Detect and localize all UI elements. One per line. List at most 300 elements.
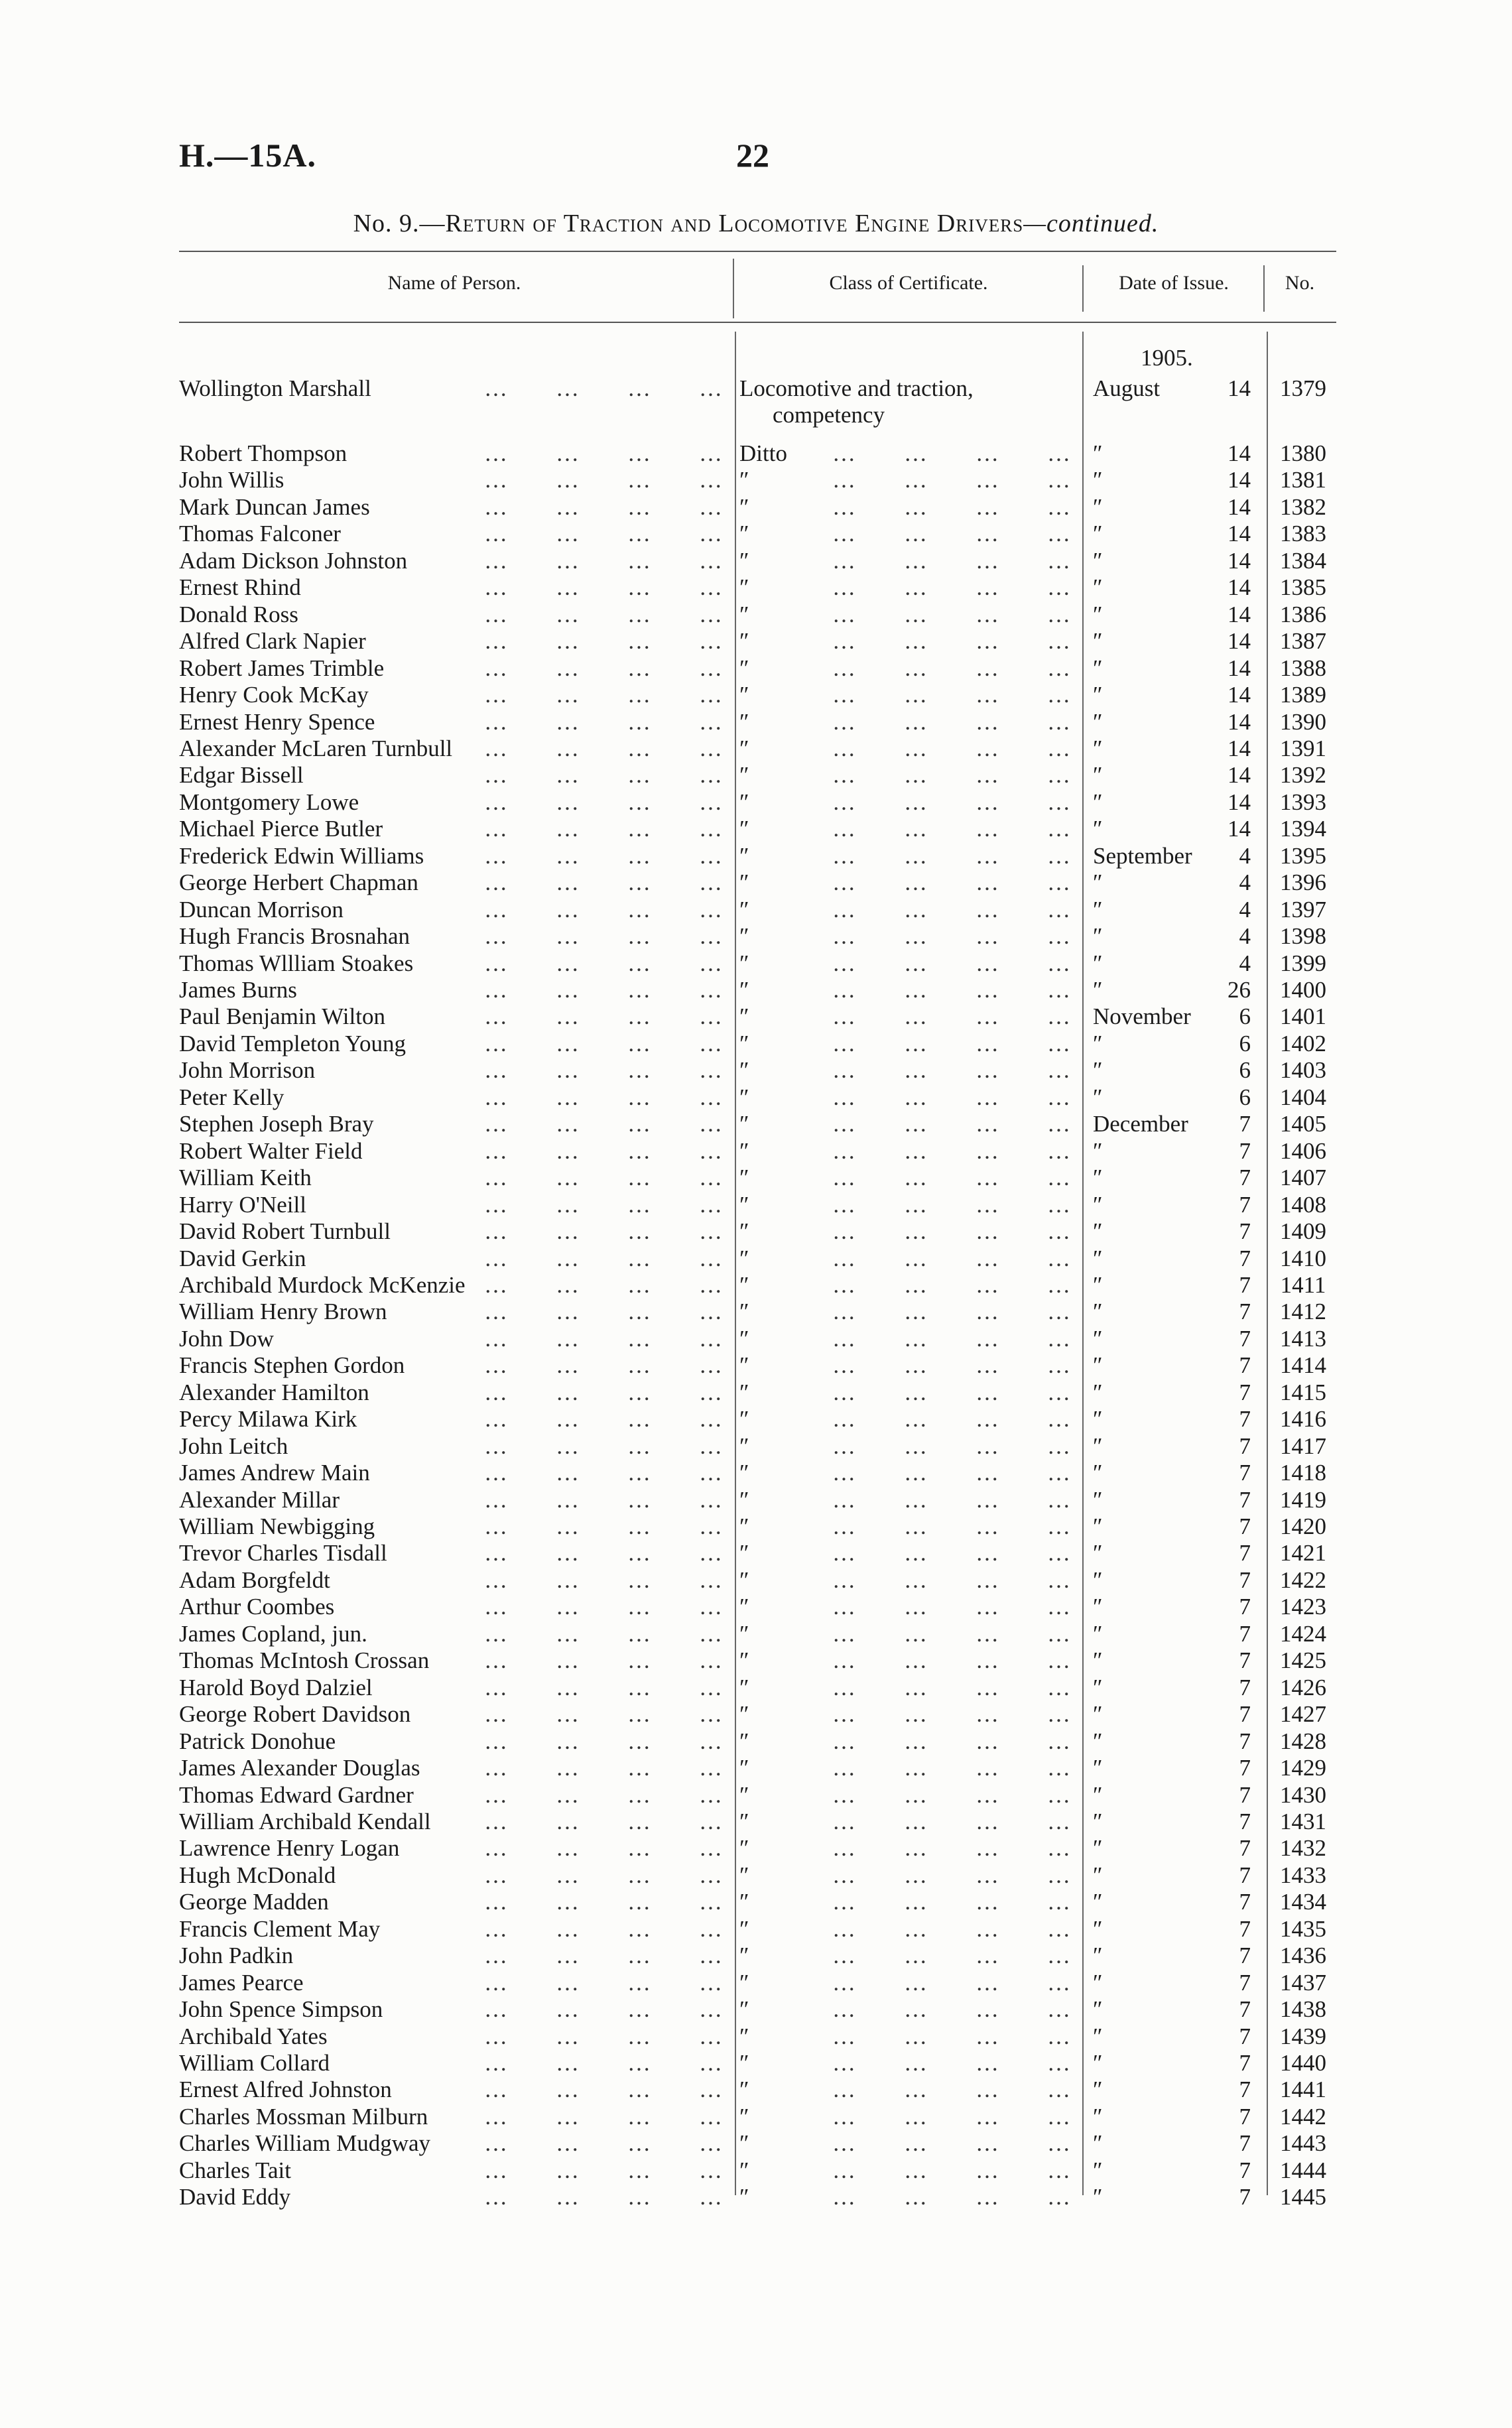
leader-dots: … … … … <box>484 1030 723 1056</box>
leader-dots: … … … … <box>832 1996 1071 2023</box>
driver-name: Thomas Falconer <box>179 521 341 547</box>
leader-dots: … … … … <box>484 1352 723 1379</box>
certificate-class: ″ <box>739 1191 749 1218</box>
certificate-number: 1430 <box>1280 1781 1326 1808</box>
issue-day: 14 <box>1228 789 1251 815</box>
issue-month: ″ <box>1093 682 1103 708</box>
issue-month: ″ <box>1093 1620 1103 1647</box>
issue-day: 14 <box>1228 440 1251 466</box>
certificate-class: ″ <box>739 1299 749 1325</box>
certificate-number: 1421 <box>1280 1540 1326 1566</box>
certificate-class: ″ <box>739 1165 749 1191</box>
certificate-class: ″ <box>739 1111 749 1137</box>
leader-dots: … … … … <box>832 1111 1071 1137</box>
table-row <box>0 709 1512 736</box>
leader-dots: … … … … <box>832 2157 1071 2183</box>
driver-name: Percy Milawa Kirk <box>179 1406 357 1433</box>
leader-dots: … … … … <box>484 896 723 923</box>
leader-dots: … … … … <box>832 1755 1071 1781</box>
certificate-number: 1413 <box>1280 1325 1326 1352</box>
issue-month: ″ <box>1093 1647 1103 1674</box>
leader-dots: … … … … <box>484 1513 723 1539</box>
certificate-class: ″ <box>739 1513 749 1539</box>
table-row <box>0 1326 1512 1353</box>
leader-dots: … … … … <box>484 375 723 401</box>
certificate-class: ″ <box>739 1808 749 1834</box>
driver-name: Archibald Murdock McKenzie <box>179 1271 466 1298</box>
certificate-class: ″ <box>739 1943 749 1969</box>
issue-month: ″ <box>1093 1728 1103 1754</box>
certificate-number: 1432 <box>1280 1835 1326 1862</box>
certificate-number: 1380 <box>1280 440 1326 466</box>
certificate-number: 1417 <box>1280 1433 1326 1459</box>
issue-day: 7 <box>1239 1943 1251 1969</box>
issue-day: 14 <box>1228 762 1251 789</box>
issue-day: 7 <box>1239 1513 1251 1539</box>
issue-day: 7 <box>1239 1540 1251 1566</box>
table-row <box>0 2157 1512 2185</box>
certificate-number: 1396 <box>1280 869 1326 896</box>
certificate-number: 1440 <box>1280 2050 1326 2076</box>
leader-dots: … … … … <box>832 2023 1071 2049</box>
driver-name: David Gerkin <box>179 1245 306 1271</box>
certificate-class: ″ <box>739 1728 749 1754</box>
table-row <box>0 2077 1512 2104</box>
table-row <box>0 923 1512 950</box>
issue-day: 14 <box>1228 628 1251 655</box>
certificate-number: 1427 <box>1280 1701 1326 1728</box>
issue-day: 7 <box>1239 2157 1251 2183</box>
issue-day: 7 <box>1239 1889 1251 1915</box>
leader-dots: … … … … <box>832 1084 1071 1110</box>
driver-name: William Archibald Kendall <box>179 1808 431 1834</box>
certificate-number: 1444 <box>1280 2157 1326 2183</box>
leader-dots: … … … … <box>484 547 723 574</box>
leader-dots: … … … … <box>484 493 723 520</box>
certificate-class: ″ <box>739 1218 749 1245</box>
driver-name: Adam Dickson Johnston <box>179 547 408 574</box>
issue-month: ″ <box>1093 923 1103 950</box>
driver-name: George Madden <box>179 1889 329 1915</box>
leader-dots: … … … … <box>484 869 723 896</box>
driver-name: Archibald Yates <box>179 2023 328 2049</box>
issue-month: ″ <box>1093 601 1103 627</box>
table-row <box>0 682 1512 709</box>
driver-name: Adam Borgfeldt <box>179 1566 330 1593</box>
certificate-class: ″ <box>739 547 749 574</box>
table-row <box>0 1809 1512 1836</box>
table-row <box>0 1138 1512 1165</box>
certificate-class: ″ <box>739 842 749 869</box>
issue-month: ″ <box>1093 655 1103 681</box>
issue-day: 6 <box>1239 1084 1251 1110</box>
certificate-number: 1381 <box>1280 467 1326 493</box>
driver-name: Alexander McLaren Turnbull <box>179 735 453 761</box>
certificate-number: 1392 <box>1280 762 1326 789</box>
certificate-number: 1443 <box>1280 2130 1326 2157</box>
issue-month: ″ <box>1093 1271 1103 1298</box>
leader-dots: … … … … <box>484 2157 723 2183</box>
driver-name: James Alexander Douglas <box>179 1755 420 1781</box>
leader-dots: … … … … <box>484 1996 723 2023</box>
issue-month: ″ <box>1093 1808 1103 1834</box>
driver-name: Charles William Mudgway <box>179 2130 431 2157</box>
leader-dots: … … … … <box>832 1889 1071 1915</box>
table-row <box>0 1406 1512 1433</box>
driver-name: David Robert Turnbull <box>179 1218 391 1245</box>
issue-month: ″ <box>1093 1352 1103 1379</box>
driver-name: Charles Mossman Milburn <box>179 2103 428 2130</box>
leader-dots: … … … … <box>484 1862 723 1888</box>
certificate-class: ″ <box>739 735 749 761</box>
leader-dots: … … … … <box>484 735 723 761</box>
certificate-number: 1397 <box>1280 896 1326 923</box>
leader-dots: … … … … <box>484 1486 723 1513</box>
issue-day: 26 <box>1228 977 1251 1003</box>
leader-dots: … … … … <box>484 789 723 815</box>
leader-dots: … … … … <box>484 655 723 681</box>
issue-month: ″ <box>1093 1030 1103 1056</box>
leader-dots: … … … … <box>484 1620 723 1647</box>
table-row <box>0 1540 1512 1567</box>
certificate-number: 1416 <box>1280 1406 1326 1433</box>
driver-name: David Templeton Young <box>179 1030 407 1056</box>
driver-name: James Burns <box>179 977 297 1003</box>
certificate-class: ″ <box>739 762 749 789</box>
certificate-class: ″ <box>739 2103 749 2130</box>
driver-name: John Morrison <box>179 1057 316 1084</box>
issue-month: ″ <box>1093 1594 1103 1620</box>
table-row <box>0 816 1512 843</box>
leader-dots: … … … … <box>832 1299 1071 1325</box>
table-row <box>0 1513 1512 1541</box>
certificate-number: 1379 <box>1280 375 1326 401</box>
issue-month: ″ <box>1093 816 1103 842</box>
issue-day: 6 <box>1239 1003 1251 1030</box>
issue-month: ″ <box>1093 1755 1103 1781</box>
leader-dots: … … … … <box>832 1433 1071 1459</box>
leader-dots: … … … … <box>832 574 1071 601</box>
leader-dots: … … … … <box>832 923 1071 950</box>
table-row <box>0 1647 1512 1675</box>
certificate-class: ″ <box>739 816 749 842</box>
issue-day: 7 <box>1239 2023 1251 2049</box>
leader-dots: … … … … <box>484 1137 723 1164</box>
issue-month: ″ <box>1093 628 1103 655</box>
certificate-number: 1406 <box>1280 1137 1326 1164</box>
issue-day: 14 <box>1228 682 1251 708</box>
leader-dots: … … … … <box>484 1271 723 1298</box>
issue-day: 7 <box>1239 1352 1251 1379</box>
table-row <box>0 1755 1512 1782</box>
issue-day: 4 <box>1239 923 1251 950</box>
certificate-number: 1383 <box>1280 521 1326 547</box>
document-series: H.—15A. <box>179 137 316 174</box>
issue-day: 7 <box>1239 1379 1251 1405</box>
driver-name: Patrick Donohue <box>179 1728 336 1754</box>
issue-month: ″ <box>1093 1137 1103 1164</box>
issue-month: ″ <box>1093 1969 1103 1996</box>
leader-dots: … … … … <box>484 1701 723 1728</box>
certificate-class: ″ <box>739 1781 749 1808</box>
table-row <box>0 1862 1512 1889</box>
certificate-number: 1411 <box>1280 1271 1326 1298</box>
driver-name: James Copland, jun. <box>179 1620 367 1647</box>
certificate-class: ″ <box>739 1889 749 1915</box>
driver-name: Donald Ross <box>179 601 298 627</box>
driver-name: Thomas Wllliam Stoakes <box>179 950 414 976</box>
leader-dots: … … … … <box>832 1057 1071 1084</box>
leader-dots: … … … … <box>832 1781 1071 1808</box>
leader-dots: … … … … <box>832 708 1071 735</box>
header-top-rule <box>179 251 1336 252</box>
certificate-number: 1436 <box>1280 1943 1326 1969</box>
issue-month: ″ <box>1093 1889 1103 1915</box>
driver-name: John Padkin <box>179 1943 294 1969</box>
issue-day: 6 <box>1239 1057 1251 1084</box>
certificate-number: 1437 <box>1280 1969 1326 1996</box>
leader-dots: … … … … <box>484 762 723 789</box>
table-row <box>0 2130 1512 2157</box>
certificate-number: 1393 <box>1280 789 1326 815</box>
issue-day: 14 <box>1228 521 1251 547</box>
certificate-number: 1382 <box>1280 493 1326 520</box>
driver-name: Hugh McDonald <box>179 1862 336 1888</box>
certificate-class: ″ <box>739 1701 749 1728</box>
leader-dots: … … … … <box>484 628 723 655</box>
page-number: 22 <box>736 137 769 174</box>
issue-month: ″ <box>1093 762 1103 789</box>
issue-month: ″ <box>1093 1781 1103 1808</box>
driver-name: Duncan Morrison <box>179 896 344 923</box>
table-row <box>0 1675 1512 1702</box>
leader-dots: … … … … <box>832 950 1071 976</box>
issue-month: November <box>1093 1003 1191 1030</box>
issue-month: ″ <box>1093 1540 1103 1566</box>
certificate-class: ″ <box>739 1433 749 1459</box>
certificate-number: 1389 <box>1280 682 1326 708</box>
issue-day: 7 <box>1239 1165 1251 1191</box>
leader-dots: … … … … <box>832 521 1071 547</box>
issue-day: 7 <box>1239 1137 1251 1164</box>
certificate-number: 1434 <box>1280 1889 1326 1915</box>
leader-dots: … … … … <box>484 977 723 1003</box>
column-header-no: No. <box>1285 272 1315 294</box>
table-row <box>0 843 1512 870</box>
driver-name: William Newbigging <box>179 1513 375 1539</box>
issue-day: 6 <box>1239 1030 1251 1056</box>
issue-day: 7 <box>1239 2077 1251 2103</box>
table-row <box>0 1835 1512 1862</box>
issue-month: ″ <box>1093 1057 1103 1084</box>
certificate-number: 1407 <box>1280 1165 1326 1191</box>
certificate-number: 1422 <box>1280 1566 1326 1593</box>
driver-name: Peter Kelly <box>179 1084 284 1110</box>
issue-month: ″ <box>1093 708 1103 735</box>
certificate-class: ″ <box>739 1245 749 1271</box>
leader-dots: … … … … <box>832 869 1071 896</box>
column-header-date: Date of Issue. <box>1119 272 1229 294</box>
table-row <box>0 655 1512 682</box>
certificate-class: ″ <box>739 655 749 681</box>
certificate-number: 1409 <box>1280 1218 1326 1245</box>
issue-day: 7 <box>1239 1460 1251 1486</box>
driver-name: Paul Benjamin Wilton <box>179 1003 385 1030</box>
driver-name: Ernest Alfred Johnston <box>179 2077 392 2103</box>
leader-dots: … … … … <box>484 1808 723 1834</box>
driver-name: William Henry Brown <box>179 1299 387 1325</box>
leader-dots: … … … … <box>832 1460 1071 1486</box>
certificate-number: 1428 <box>1280 1728 1326 1754</box>
table-row <box>0 950 1512 978</box>
table-row <box>0 2023 1512 2051</box>
issue-month: ″ <box>1093 1943 1103 1969</box>
table-row <box>0 440 1512 468</box>
table-row <box>0 977 1512 1004</box>
table-row <box>0 574 1512 602</box>
issue-month: ″ <box>1093 574 1103 601</box>
issue-month: ″ <box>1093 1218 1103 1245</box>
certificate-number: 1412 <box>1280 1299 1326 1325</box>
certificate-class: ″ <box>739 1755 749 1781</box>
issue-day: 14 <box>1228 467 1251 493</box>
leader-dots: … … … … <box>484 1325 723 1352</box>
leader-dots: … … … … <box>832 1808 1071 1834</box>
issue-day: 7 <box>1239 1566 1251 1593</box>
certificate-class: ″ <box>739 1674 749 1700</box>
table-row <box>0 1460 1512 1487</box>
table-row <box>0 1379 1512 1407</box>
certificate-class: ″ <box>739 1003 749 1030</box>
driver-name: David Eddy <box>179 2184 291 2210</box>
leader-dots: … … … … <box>484 2184 723 2210</box>
table-row <box>0 467 1512 494</box>
certificate-number: 1420 <box>1280 1513 1326 1539</box>
driver-name: Harry O'Neill <box>179 1191 306 1218</box>
leader-dots: … … … … <box>832 735 1071 761</box>
table-row <box>0 1487 1512 1514</box>
leader-dots: … … … … <box>832 628 1071 655</box>
table-row <box>0 2184 1512 2211</box>
driver-name: Lawrence Henry Logan <box>179 1835 400 1862</box>
issue-month: ″ <box>1093 2184 1103 2210</box>
certificate-number: 1408 <box>1280 1191 1326 1218</box>
certificate-class: ″ <box>739 1325 749 1352</box>
leader-dots: … … … … <box>832 816 1071 842</box>
issue-day: 7 <box>1239 1299 1251 1325</box>
certificate-class: ″ <box>739 1379 749 1405</box>
driver-name: John Leitch <box>179 1433 288 1459</box>
issue-month: ″ <box>1093 1566 1103 1593</box>
issue-day: 7 <box>1239 2184 1251 2210</box>
leader-dots: … … … … <box>484 1460 723 1486</box>
issue-day: 7 <box>1239 2130 1251 2157</box>
driver-name: James Pearce <box>179 1969 304 1996</box>
driver-name: Frederick Edwin Williams <box>179 842 424 869</box>
issue-month: ″ <box>1093 950 1103 976</box>
issue-month: ″ <box>1093 1245 1103 1271</box>
table-row <box>0 1192 1512 1219</box>
header-divider <box>1263 265 1265 312</box>
leader-dots: … … … … <box>484 1191 723 1218</box>
issue-day: 7 <box>1239 2050 1251 2076</box>
leader-dots: … … … … <box>484 1943 723 1969</box>
leader-dots: … … … … <box>484 1245 723 1271</box>
table-row <box>0 1728 1512 1756</box>
certificate-number: 1405 <box>1280 1111 1326 1137</box>
certificate-class: ″ <box>739 1620 749 1647</box>
certificate-number: 1398 <box>1280 923 1326 950</box>
certificate-class: ″ <box>739 977 749 1003</box>
driver-name: Alfred Clark Napier <box>179 628 366 655</box>
certificate-number: 1433 <box>1280 1862 1326 1888</box>
table-row <box>0 602 1512 629</box>
leader-dots: … … … … <box>832 493 1071 520</box>
driver-name: William Keith <box>179 1165 312 1191</box>
issue-day: 7 <box>1239 2103 1251 2130</box>
column-header-name: Name of Person. <box>387 272 521 294</box>
issue-month: ″ <box>1093 869 1103 896</box>
leader-dots: … … … … <box>484 682 723 708</box>
certificate-number: 1419 <box>1280 1486 1326 1513</box>
issue-month: ″ <box>1093 735 1103 761</box>
leader-dots: … … … … <box>484 2077 723 2103</box>
issue-month: ″ <box>1093 1433 1103 1459</box>
issue-month: ″ <box>1093 1862 1103 1888</box>
certificate-number: 1410 <box>1280 1245 1326 1271</box>
table-row <box>0 1433 1512 1460</box>
title-prefix: No. 9.— <box>353 210 446 237</box>
issue-month: ″ <box>1093 2050 1103 2076</box>
issue-month: ″ <box>1093 1379 1103 1405</box>
certificate-number: 1391 <box>1280 735 1326 761</box>
leader-dots: … … … … <box>484 467 723 493</box>
table-row <box>0 869 1512 897</box>
leader-dots: … … … … <box>832 789 1071 815</box>
leader-dots: … … … … <box>832 467 1071 493</box>
certificate-class: ″ <box>739 493 749 520</box>
certificate-number: 1388 <box>1280 655 1326 681</box>
issue-month: ″ <box>1093 2023 1103 2049</box>
issue-month: ″ <box>1093 2103 1103 2130</box>
issue-day: 7 <box>1239 1271 1251 1298</box>
leader-dots: … … … … <box>484 1647 723 1674</box>
driver-name: Arthur Coombes <box>179 1594 335 1620</box>
table-row <box>0 1621 1512 1648</box>
certificate-class: ″ <box>739 2130 749 2157</box>
leader-dots: … … … … <box>832 842 1071 869</box>
issue-day: 7 <box>1239 1755 1251 1781</box>
leader-dots: … … … … <box>484 1594 723 1620</box>
leader-dots: … … … … <box>832 1943 1071 1969</box>
leader-dots: … … … … <box>832 440 1071 466</box>
leader-dots: … … … … <box>832 2050 1071 2076</box>
issue-month: ″ <box>1093 2077 1103 2103</box>
certificate-class: ″ <box>739 628 749 655</box>
table-row <box>0 1701 1512 1728</box>
certificate-number: 1414 <box>1280 1352 1326 1379</box>
issue-month: ″ <box>1093 1460 1103 1486</box>
certificate-number: 1438 <box>1280 1996 1326 2023</box>
certificate-number: 1441 <box>1280 2077 1326 2103</box>
driver-name: Michael Pierce Butler <box>179 816 383 842</box>
leader-dots: … … … … <box>484 1969 723 1996</box>
table-row <box>0 1084 1512 1112</box>
certificate-class: ″ <box>739 521 749 547</box>
leader-dots: … … … … <box>484 1755 723 1781</box>
certificate-class: ″ <box>739 2157 749 2183</box>
table-row <box>0 494 1512 521</box>
